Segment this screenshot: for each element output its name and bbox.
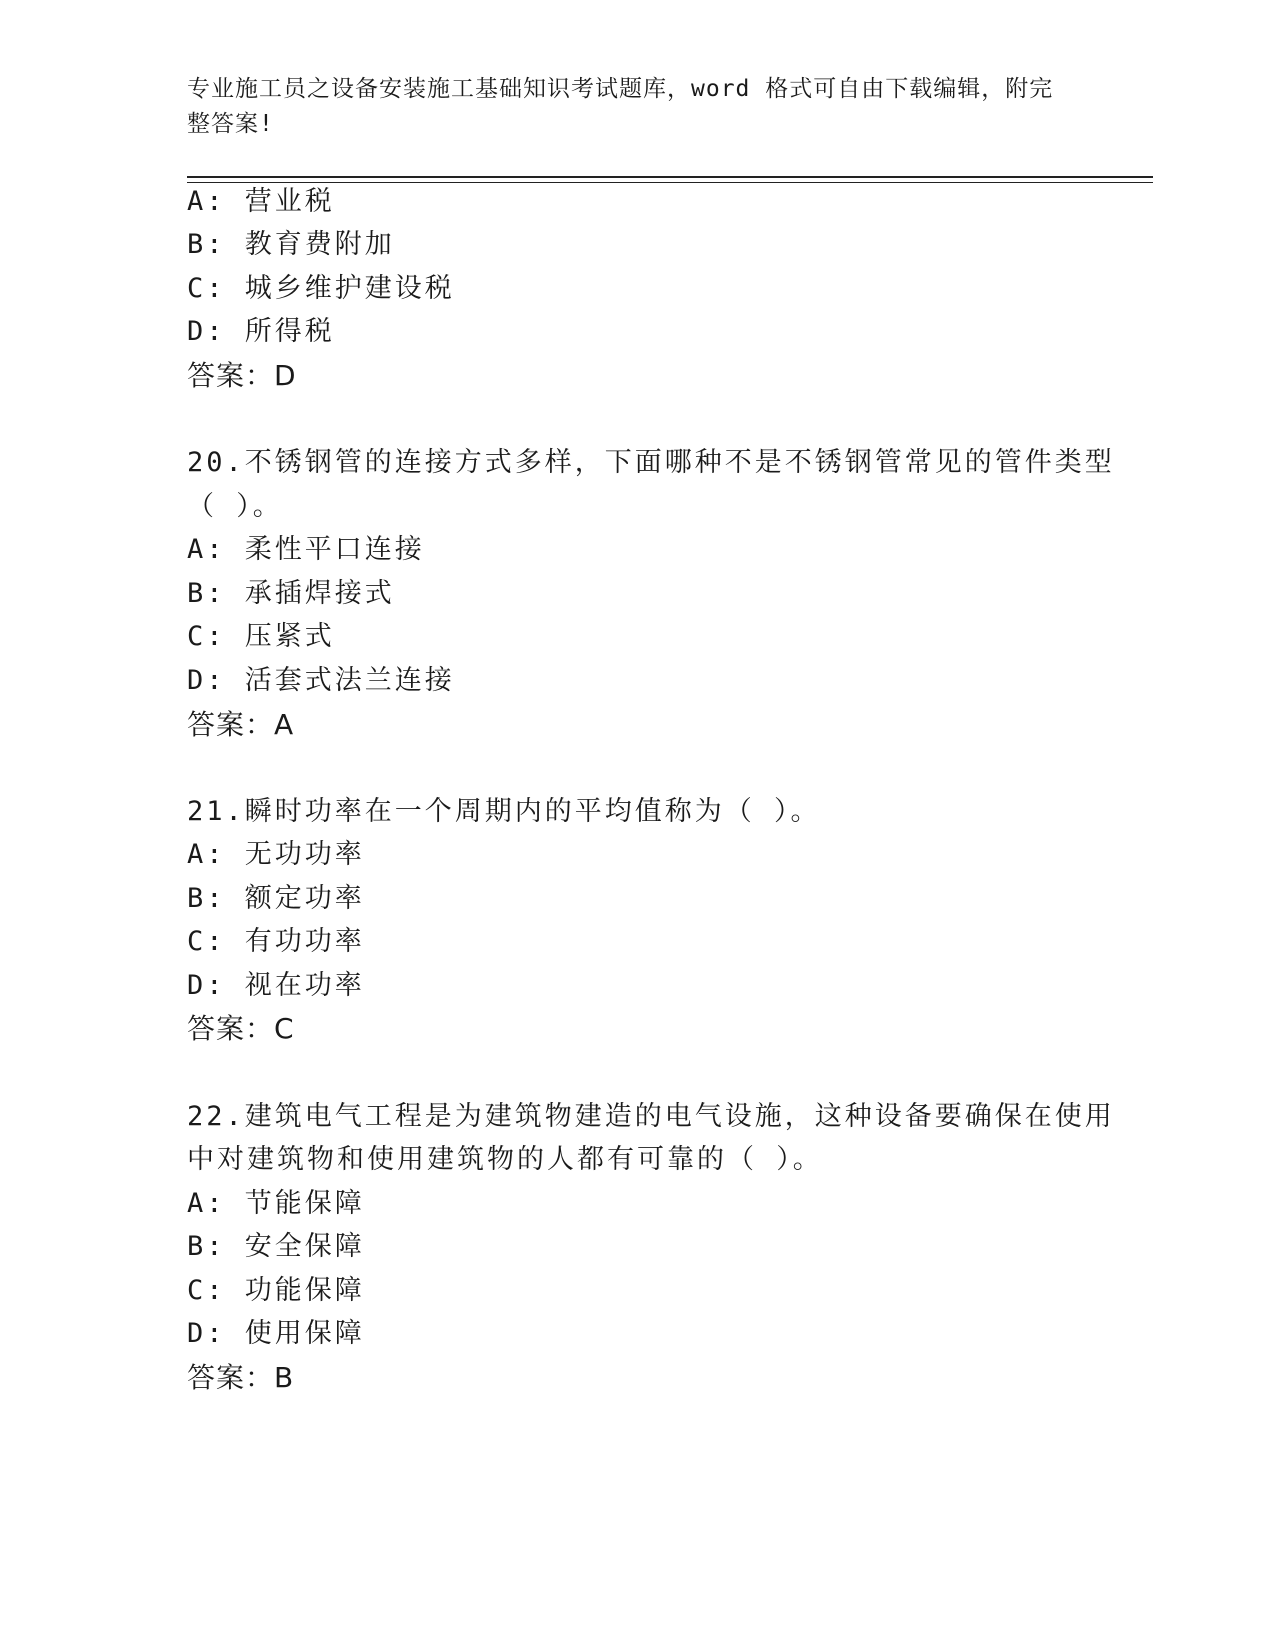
- q20-question-line1: 20.不锈钢管的连接方式多样，下面哪种不是不锈钢管常见的管件类型: [187, 447, 1115, 478]
- q22-question-line2: 中对建筑物和使用建筑物的人都有可靠的（ ）。: [187, 1144, 823, 1175]
- q21-option-b: B: 额定功率: [187, 883, 365, 914]
- q19-option-d: D: 所得税: [187, 316, 335, 347]
- q19-answer: 答案：D: [187, 359, 297, 392]
- q21-option-d: D: 视在功率: [187, 970, 365, 1001]
- q21-option-a: A: 无功功率: [187, 839, 365, 870]
- q21-answer: 答案：C: [187, 1012, 295, 1045]
- q22-question-line1: 22.建筑电气工程是为建筑物建造的电气设施，这种设备要确保在使用: [187, 1101, 1115, 1132]
- q20-option-a: A: 柔性平口连接: [187, 534, 425, 565]
- header-divider-thin: [187, 182, 1153, 183]
- q19-option-b: B: 教育费附加: [187, 229, 395, 260]
- document-header: 专业施工员之设备安装施工基础知识考试题库，word 格式可自由下载编辑，附完整答案!: [187, 76, 1054, 137]
- header-divider: [187, 176, 1153, 178]
- q20-option-b: B: 承插焊接式: [187, 578, 395, 609]
- q19-option-c: C: 城乡维护建设税: [187, 273, 455, 304]
- q22-option-c: C: 功能保障: [187, 1275, 365, 1306]
- q20-question-line2: （ ）。: [187, 491, 283, 522]
- q21-option-c: C: 有功功率: [187, 926, 365, 957]
- q20-option-d: D: 活套式法兰连接: [187, 665, 455, 696]
- q20-answer: 答案：A: [187, 708, 295, 741]
- q22-option-d: D: 使用保障: [187, 1318, 365, 1349]
- q22-option-b: B: 安全保障: [187, 1231, 365, 1262]
- q22-answer: 答案：B: [187, 1361, 295, 1394]
- q20-option-c: C: 压紧式: [187, 621, 335, 652]
- q22-option-a: A: 节能保障: [187, 1188, 365, 1219]
- q19-option-a: A: 营业税: [187, 186, 335, 217]
- q21-question-line1: 21.瞬时功率在一个周期内的平均值称为（ ）。: [187, 796, 821, 827]
